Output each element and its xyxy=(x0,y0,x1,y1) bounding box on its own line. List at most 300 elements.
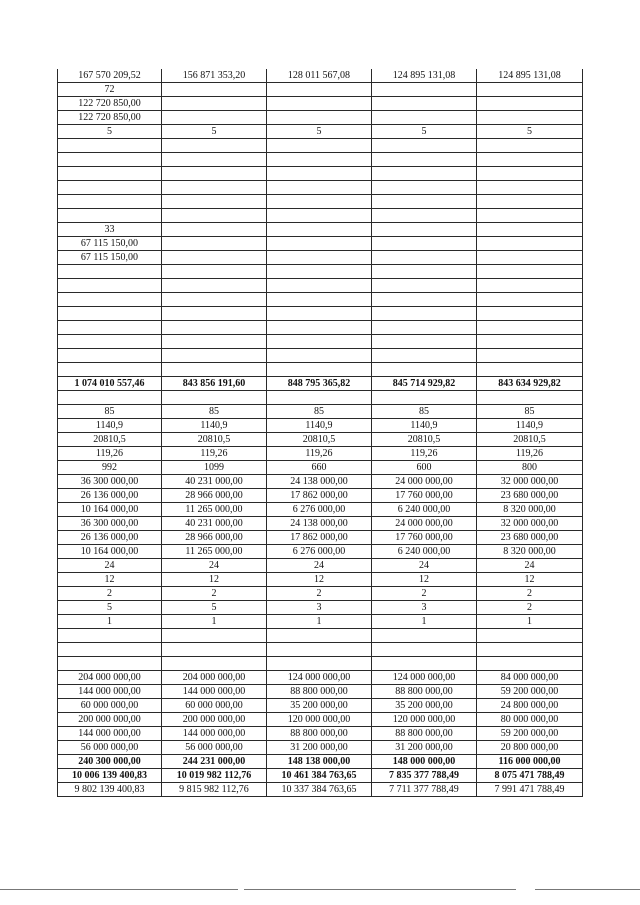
table-cell xyxy=(267,181,372,195)
table-cell: 88 800 000,00 xyxy=(372,685,477,699)
table-cell xyxy=(477,237,583,251)
table-cell xyxy=(267,195,372,209)
table-cell xyxy=(58,657,162,671)
table-cell xyxy=(477,153,583,167)
table-cell: 156 871 353,20 xyxy=(162,69,267,83)
table-cell xyxy=(267,349,372,363)
table-cell: 80 000 000,00 xyxy=(477,713,583,727)
table-cell xyxy=(162,307,267,321)
table-row xyxy=(58,419,583,433)
table-cell: 1 xyxy=(477,615,583,629)
table-row xyxy=(58,251,583,265)
table-cell: 124 000 000,00 xyxy=(372,671,477,685)
table-cell: 88 800 000,00 xyxy=(267,727,372,741)
table-cell xyxy=(372,657,477,671)
table-row xyxy=(58,181,583,195)
table-cell: 24 138 000,00 xyxy=(267,517,372,531)
table-cell: 24 xyxy=(267,559,372,573)
table-cell xyxy=(372,335,477,349)
table-cell xyxy=(372,237,477,251)
table-cell: 848 795 365,82 xyxy=(267,377,372,391)
table-cell xyxy=(372,83,477,97)
table-cell: 6 240 000,00 xyxy=(372,545,477,559)
table-cell: 7 835 377 788,49 xyxy=(372,769,477,783)
table-cell xyxy=(162,363,267,377)
table-cell xyxy=(267,83,372,97)
table-cell: 148 000 000,00 xyxy=(372,755,477,769)
table-cell: 11 265 000,00 xyxy=(162,545,267,559)
table-cell xyxy=(162,111,267,125)
table-cell: 67 115 150,00 xyxy=(58,251,162,265)
footer-rule xyxy=(0,889,238,890)
table-cell xyxy=(477,167,583,181)
table-cell xyxy=(477,293,583,307)
table-cell: 144 000 000,00 xyxy=(162,727,267,741)
table-cell: 24 xyxy=(372,559,477,573)
table-cell: 1 xyxy=(372,615,477,629)
table-cell xyxy=(267,139,372,153)
table-row xyxy=(58,699,583,713)
table-cell: 2 xyxy=(162,587,267,601)
table-row xyxy=(58,629,583,643)
table-row xyxy=(58,503,583,517)
table-row xyxy=(58,727,583,741)
table-cell: 148 138 000,00 xyxy=(267,755,372,769)
table-cell: 28 966 000,00 xyxy=(162,489,267,503)
table-cell: 122 720 850,00 xyxy=(58,97,162,111)
table-cell: 119,26 xyxy=(477,447,583,461)
table-cell: 59 200 000,00 xyxy=(477,685,583,699)
table-cell: 2 xyxy=(372,587,477,601)
table-row xyxy=(58,657,583,671)
table-row xyxy=(58,293,583,307)
table-cell: 8 320 000,00 xyxy=(477,503,583,517)
table-cell xyxy=(267,307,372,321)
table-cell xyxy=(477,111,583,125)
table-row xyxy=(58,517,583,531)
table-cell xyxy=(372,223,477,237)
table-cell xyxy=(267,363,372,377)
table-cell xyxy=(162,657,267,671)
table-row xyxy=(58,615,583,629)
table-cell xyxy=(162,349,267,363)
table-cell: 1 xyxy=(267,615,372,629)
table-cell xyxy=(372,265,477,279)
table-cell: 23 680 000,00 xyxy=(477,489,583,503)
table-cell: 1140,9 xyxy=(267,419,372,433)
table-cell xyxy=(58,363,162,377)
table-cell xyxy=(58,167,162,181)
table-cell: 85 xyxy=(162,405,267,419)
table-cell: 31 200 000,00 xyxy=(372,741,477,755)
table-cell: 120 000 000,00 xyxy=(372,713,477,727)
table-cell: 24 000 000,00 xyxy=(372,517,477,531)
table-cell: 240 300 000,00 xyxy=(58,755,162,769)
table-cell: 1140,9 xyxy=(162,419,267,433)
table-row xyxy=(58,559,583,573)
table-cell: 204 000 000,00 xyxy=(162,671,267,685)
table-row xyxy=(58,755,583,769)
table-cell: 56 000 000,00 xyxy=(162,741,267,755)
table-cell xyxy=(477,349,583,363)
table-cell xyxy=(267,321,372,335)
table-row xyxy=(58,643,583,657)
table-cell: 7 991 471 788,49 xyxy=(477,783,583,797)
table-row xyxy=(58,433,583,447)
table-cell: 167 570 209,52 xyxy=(58,69,162,83)
table-cell xyxy=(372,153,477,167)
table-cell: 800 xyxy=(477,461,583,475)
table-cell: 9 815 982 112,76 xyxy=(162,783,267,797)
table-cell: 3 xyxy=(267,601,372,615)
table-cell xyxy=(267,111,372,125)
table-cell: 85 xyxy=(477,405,583,419)
table-cell xyxy=(162,629,267,643)
table-cell: 12 xyxy=(162,573,267,587)
table-cell: 24 xyxy=(162,559,267,573)
table-cell: 244 231 000,00 xyxy=(162,755,267,769)
table-cell xyxy=(372,111,477,125)
table-cell xyxy=(477,363,583,377)
table-row xyxy=(58,405,583,419)
table-row xyxy=(58,391,583,405)
table-cell: 31 200 000,00 xyxy=(267,741,372,755)
table-cell: 2 xyxy=(477,601,583,615)
table-cell: 200 000 000,00 xyxy=(162,713,267,727)
table-cell xyxy=(372,195,477,209)
table-cell xyxy=(372,363,477,377)
table-cell xyxy=(477,83,583,97)
table-cell xyxy=(267,209,372,223)
table-cell xyxy=(162,237,267,251)
table-cell xyxy=(58,643,162,657)
table-cell xyxy=(58,293,162,307)
table-cell: 1140,9 xyxy=(372,419,477,433)
table-cell xyxy=(477,251,583,265)
table-cell: 5 xyxy=(267,125,372,139)
table-cell: 20810,5 xyxy=(477,433,583,447)
table-cell xyxy=(372,643,477,657)
table-row xyxy=(58,783,583,797)
table-cell: 26 136 000,00 xyxy=(58,489,162,503)
table-cell: 84 000 000,00 xyxy=(477,671,583,685)
table-cell xyxy=(372,629,477,643)
table-row xyxy=(58,601,583,615)
table-row xyxy=(58,209,583,223)
table-row xyxy=(58,447,583,461)
table-cell xyxy=(267,391,372,405)
table-row xyxy=(58,349,583,363)
table-cell xyxy=(162,209,267,223)
table-cell xyxy=(58,209,162,223)
table-cell xyxy=(477,321,583,335)
table-cell: 40 231 000,00 xyxy=(162,475,267,489)
table-cell: 128 011 567,08 xyxy=(267,69,372,83)
table-row xyxy=(58,769,583,783)
table-cell: 1140,9 xyxy=(477,419,583,433)
table-cell xyxy=(162,139,267,153)
table-cell: 845 714 929,82 xyxy=(372,377,477,391)
table-cell: 67 115 150,00 xyxy=(58,237,162,251)
table-cell: 8 320 000,00 xyxy=(477,545,583,559)
table-row xyxy=(58,125,583,139)
table-cell xyxy=(267,643,372,657)
table-cell xyxy=(162,265,267,279)
table-cell: 56 000 000,00 xyxy=(58,741,162,755)
table-cell xyxy=(372,167,477,181)
data-table xyxy=(57,69,583,797)
table-cell: 60 000 000,00 xyxy=(58,699,162,713)
table-cell: 20810,5 xyxy=(372,433,477,447)
table-cell xyxy=(372,307,477,321)
table-cell xyxy=(162,279,267,293)
table-cell xyxy=(162,643,267,657)
table-cell: 144 000 000,00 xyxy=(58,727,162,741)
table-cell xyxy=(58,349,162,363)
table-cell: 35 200 000,00 xyxy=(372,699,477,713)
table-cell: 26 136 000,00 xyxy=(58,531,162,545)
table-cell xyxy=(267,153,372,167)
table-cell: 12 xyxy=(477,573,583,587)
table-cell xyxy=(58,335,162,349)
table-cell xyxy=(267,251,372,265)
table-cell: 20810,5 xyxy=(162,433,267,447)
table-body xyxy=(58,69,583,797)
table-cell xyxy=(267,97,372,111)
table-cell: 5 xyxy=(162,125,267,139)
table-cell: 200 000 000,00 xyxy=(58,713,162,727)
table-cell xyxy=(162,153,267,167)
table-cell: 843 856 191,60 xyxy=(162,377,267,391)
table-row xyxy=(58,237,583,251)
table-cell: 1 xyxy=(162,615,267,629)
table-cell: 1 xyxy=(58,615,162,629)
table-cell xyxy=(162,167,267,181)
table-row xyxy=(58,489,583,503)
table-cell xyxy=(477,97,583,111)
table-cell: 600 xyxy=(372,461,477,475)
footer-rule xyxy=(535,889,640,890)
table-cell xyxy=(58,265,162,279)
table-cell xyxy=(372,391,477,405)
table-row xyxy=(58,321,583,335)
table-cell xyxy=(477,195,583,209)
table-cell: 85 xyxy=(267,405,372,419)
table-cell: 60 000 000,00 xyxy=(162,699,267,713)
table-cell xyxy=(267,167,372,181)
table-cell: 32 000 000,00 xyxy=(477,475,583,489)
table-cell: 119,26 xyxy=(58,447,162,461)
table-cell xyxy=(58,181,162,195)
table-cell xyxy=(267,293,372,307)
table-cell: 88 800 000,00 xyxy=(267,685,372,699)
table-cell xyxy=(477,335,583,349)
table-cell: 12 xyxy=(58,573,162,587)
table-cell: 2 xyxy=(58,587,162,601)
table-cell xyxy=(162,391,267,405)
table-cell: 2 xyxy=(267,587,372,601)
table-cell: 12 xyxy=(267,573,372,587)
table-row xyxy=(58,167,583,181)
table-cell xyxy=(477,265,583,279)
table-cell xyxy=(162,223,267,237)
table-cell xyxy=(267,265,372,279)
table-cell: 7 711 377 788,49 xyxy=(372,783,477,797)
table-cell xyxy=(162,181,267,195)
table-cell: 17 760 000,00 xyxy=(372,531,477,545)
table-cell: 10 461 384 763,65 xyxy=(267,769,372,783)
table-cell: 5 xyxy=(162,601,267,615)
table-cell xyxy=(372,293,477,307)
table-cell xyxy=(477,181,583,195)
table-cell: 12 xyxy=(372,573,477,587)
table-cell: 8 075 471 788,49 xyxy=(477,769,583,783)
table-cell: 9 802 139 400,83 xyxy=(58,783,162,797)
table-cell: 32 000 000,00 xyxy=(477,517,583,531)
table-row xyxy=(58,545,583,559)
table-cell: 119,26 xyxy=(372,447,477,461)
table-cell: 85 xyxy=(372,405,477,419)
table-cell xyxy=(162,293,267,307)
table-cell: 10 019 982 112,76 xyxy=(162,769,267,783)
table-cell: 24 000 000,00 xyxy=(372,475,477,489)
table-row xyxy=(58,461,583,475)
table-cell: 72 xyxy=(58,83,162,97)
table-cell: 5 xyxy=(58,125,162,139)
table-cell: 24 138 000,00 xyxy=(267,475,372,489)
table-cell xyxy=(267,629,372,643)
table-cell xyxy=(477,307,583,321)
footer-rule xyxy=(244,889,516,890)
table-row xyxy=(58,363,583,377)
table-cell: 11 265 000,00 xyxy=(162,503,267,517)
table-cell xyxy=(477,223,583,237)
table-cell: 88 800 000,00 xyxy=(372,727,477,741)
data-table-region xyxy=(57,69,582,797)
table-cell: 20810,5 xyxy=(58,433,162,447)
table-cell xyxy=(372,251,477,265)
table-cell: 116 000 000,00 xyxy=(477,755,583,769)
table-cell: 1140,9 xyxy=(58,419,162,433)
table-cell: 5 xyxy=(58,601,162,615)
table-cell: 17 760 000,00 xyxy=(372,489,477,503)
table-cell xyxy=(477,391,583,405)
table-cell: 20810,5 xyxy=(267,433,372,447)
table-cell xyxy=(372,349,477,363)
table-cell: 124 895 131,08 xyxy=(477,69,583,83)
table-cell: 1 074 010 557,46 xyxy=(58,377,162,391)
table-cell: 36 300 000,00 xyxy=(58,517,162,531)
table-cell xyxy=(58,195,162,209)
table-row xyxy=(58,83,583,97)
table-row xyxy=(58,111,583,125)
table-cell xyxy=(372,139,477,153)
table-cell xyxy=(267,335,372,349)
table-cell xyxy=(58,321,162,335)
table-cell: 144 000 000,00 xyxy=(58,685,162,699)
table-cell xyxy=(162,195,267,209)
table-row xyxy=(58,153,583,167)
table-cell xyxy=(58,139,162,153)
table-row xyxy=(58,335,583,349)
table-cell: 24 xyxy=(58,559,162,573)
table-cell: 17 862 000,00 xyxy=(267,531,372,545)
table-cell: 5 xyxy=(477,125,583,139)
table-cell xyxy=(162,97,267,111)
table-cell: 3 xyxy=(372,601,477,615)
table-cell xyxy=(477,657,583,671)
table-cell: 20 800 000,00 xyxy=(477,741,583,755)
table-cell: 119,26 xyxy=(267,447,372,461)
table-cell: 24 800 000,00 xyxy=(477,699,583,713)
table-cell xyxy=(372,279,477,293)
table-row xyxy=(58,671,583,685)
table-cell: 5 xyxy=(372,125,477,139)
table-cell xyxy=(477,629,583,643)
table-cell: 1099 xyxy=(162,461,267,475)
table-cell: 120 000 000,00 xyxy=(267,713,372,727)
table-cell xyxy=(58,279,162,293)
table-cell xyxy=(267,657,372,671)
table-cell: 36 300 000,00 xyxy=(58,475,162,489)
table-cell xyxy=(58,391,162,405)
table-cell xyxy=(267,223,372,237)
table-cell: 144 000 000,00 xyxy=(162,685,267,699)
table-cell xyxy=(477,139,583,153)
table-cell: 204 000 000,00 xyxy=(58,671,162,685)
table-row xyxy=(58,475,583,489)
table-row xyxy=(58,279,583,293)
table-row xyxy=(58,223,583,237)
table-cell xyxy=(267,279,372,293)
table-cell: 992 xyxy=(58,461,162,475)
table-cell: 59 200 000,00 xyxy=(477,727,583,741)
table-cell: 10 164 000,00 xyxy=(58,545,162,559)
table-row xyxy=(58,69,583,83)
table-cell xyxy=(372,209,477,223)
table-cell: 10 337 384 763,65 xyxy=(267,783,372,797)
table-row xyxy=(58,195,583,209)
table-cell xyxy=(58,307,162,321)
table-cell xyxy=(477,279,583,293)
table-cell: 28 966 000,00 xyxy=(162,531,267,545)
table-cell: 40 231 000,00 xyxy=(162,517,267,531)
table-cell xyxy=(58,629,162,643)
table-cell: 124 895 131,08 xyxy=(372,69,477,83)
table-cell: 6 276 000,00 xyxy=(267,503,372,517)
table-cell: 124 000 000,00 xyxy=(267,671,372,685)
table-row xyxy=(58,573,583,587)
table-cell: 119,26 xyxy=(162,447,267,461)
table-cell xyxy=(162,83,267,97)
table-cell: 2 xyxy=(477,587,583,601)
table-cell: 10 164 000,00 xyxy=(58,503,162,517)
table-cell xyxy=(162,335,267,349)
table-row xyxy=(58,307,583,321)
table-row xyxy=(58,377,583,391)
table-cell: 17 862 000,00 xyxy=(267,489,372,503)
table-cell xyxy=(477,643,583,657)
table-row xyxy=(58,713,583,727)
table-cell xyxy=(372,321,477,335)
table-cell: 85 xyxy=(58,405,162,419)
table-row xyxy=(58,741,583,755)
table-cell: 122 720 850,00 xyxy=(58,111,162,125)
table-cell: 6 276 000,00 xyxy=(267,545,372,559)
table-cell: 24 xyxy=(477,559,583,573)
table-cell: 23 680 000,00 xyxy=(477,531,583,545)
table-cell xyxy=(162,321,267,335)
